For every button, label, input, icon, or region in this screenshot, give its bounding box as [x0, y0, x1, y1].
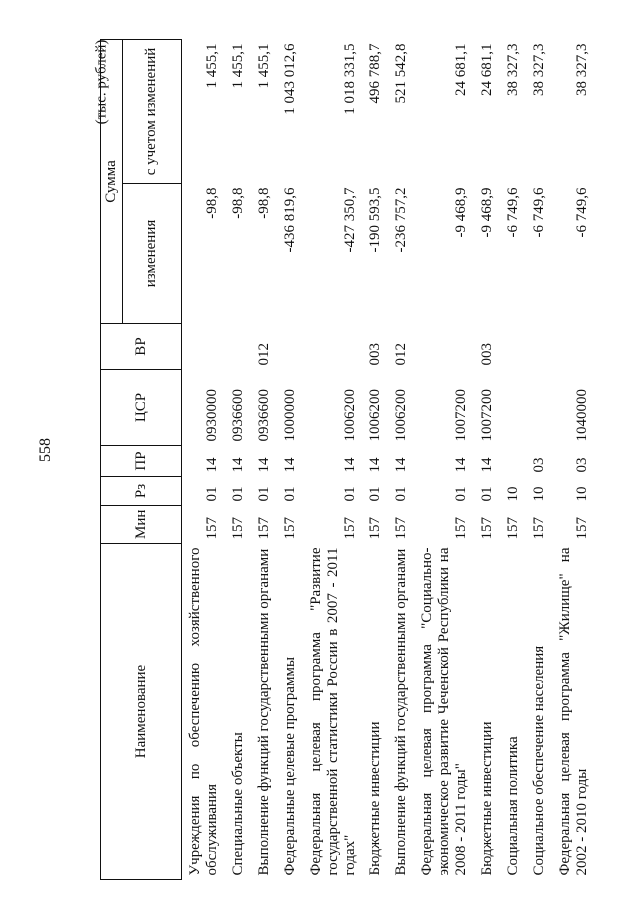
row-vr — [277, 324, 303, 370]
row-min: 157 — [531, 517, 547, 540]
row-total: 38 327,3 — [505, 43, 522, 96]
row-total: 1 455,1 — [229, 43, 246, 89]
row-name: Специальные объекты — [229, 732, 246, 876]
row-vr: 003 — [367, 343, 384, 366]
header-row-top — [101, 39, 123, 879]
row-name: Бюджетные инвестиции — [479, 721, 496, 876]
table-row — [388, 39, 414, 879]
table-row — [362, 39, 388, 879]
row-csr: 1006200 — [393, 389, 410, 442]
row-rz: 10 — [531, 486, 547, 502]
header-name: Наименование — [101, 544, 182, 880]
row-total: 521 542,8 — [393, 43, 410, 104]
row-csr: 0936600 — [255, 389, 272, 442]
row-name: Федеральная целевая программа "Жилище" на 2002 - 2010 годы — [556, 547, 590, 876]
header-min: Мин — [101, 506, 182, 544]
row-pr — [500, 446, 526, 477]
row-pr: 03 — [531, 457, 547, 473]
row-min: 157 — [367, 517, 384, 540]
row-pr: 14 — [203, 457, 220, 473]
header-with-changes: с учетом изменений — [122, 39, 181, 183]
row-rz: 01 — [367, 486, 384, 502]
row-min: 157 — [453, 517, 470, 540]
row-vr — [500, 324, 526, 370]
table-row — [552, 39, 595, 879]
row-change: -6 749,6 — [505, 187, 522, 238]
row-pr: 14 — [281, 457, 298, 473]
row-csr: 1006200 — [341, 389, 358, 442]
row-rz: 01 — [203, 486, 220, 502]
row-change: -98,8 — [203, 187, 220, 219]
row-change: -436 819,6 — [281, 187, 298, 253]
row-rz: 10 — [505, 486, 522, 502]
row-name: Социальное обеспечение населения — [531, 645, 547, 876]
table-row — [474, 39, 500, 879]
row-csr — [500, 370, 526, 446]
page-number: 558 — [37, 438, 54, 462]
row-pr: 14 — [453, 457, 470, 473]
row-total: 38 327,3 — [531, 43, 547, 96]
budget-table — [100, 39, 595, 880]
table-row — [303, 39, 363, 879]
row-pr: 03 — [573, 457, 590, 473]
row-pr: 14 — [341, 457, 358, 473]
row-pr: 14 — [479, 457, 496, 473]
row-pr: 14 — [393, 457, 410, 473]
row-name: Федеральная целевая программа "Социально-экономическое развитие Чеченской Республики на 2008 - 2011 годы" — [419, 547, 470, 876]
row-rz: 01 — [281, 486, 298, 502]
row-csr: 1007200 — [479, 389, 496, 442]
row-rz: 01 — [229, 486, 246, 502]
row-total: 24 681,1 — [453, 43, 470, 96]
row-vr: 012 — [393, 343, 410, 366]
row-rz: 01 — [479, 486, 496, 502]
row-csr: 0936600 — [229, 389, 246, 442]
row-csr: 1040000 — [573, 389, 590, 442]
row-pr: 14 — [255, 457, 272, 473]
row-csr: 1007200 — [453, 389, 470, 442]
row-csr: 1006200 — [367, 389, 384, 442]
row-rz: 10 — [573, 486, 590, 502]
row-csr — [526, 370, 552, 446]
row-vr — [225, 324, 251, 370]
row-name: Бюджетные инвестиции — [367, 721, 384, 876]
row-total: 1 018 331,5 — [341, 43, 358, 115]
row-vr — [526, 324, 552, 370]
header-sum: Сумма — [101, 39, 123, 323]
table-row — [526, 39, 552, 879]
row-min: 157 — [341, 517, 358, 540]
row-rz: 01 — [341, 486, 358, 502]
row-rz: 01 — [255, 486, 272, 502]
row-vr: 003 — [479, 343, 496, 366]
row-change: -190 593,5 — [367, 187, 384, 253]
table-row — [251, 39, 277, 879]
row-total: 1 455,1 — [203, 43, 220, 89]
header-changes: изменения — [122, 184, 181, 324]
row-vr — [414, 324, 474, 370]
row-vr — [552, 324, 595, 370]
row-min: 157 — [505, 517, 522, 540]
table-row — [414, 39, 474, 879]
row-min: 157 — [255, 517, 272, 540]
row-min: 157 — [203, 517, 220, 540]
row-change: -98,8 — [229, 187, 246, 219]
row-rz: 01 — [393, 486, 410, 502]
table-row — [500, 39, 526, 879]
row-name: Выполнение функций государственными органами — [255, 548, 272, 876]
row-change: -236 757,2 — [393, 187, 410, 253]
row-total: 1 043 012,6 — [281, 43, 298, 115]
units-note: (тыс. рублей) — [93, 39, 110, 125]
row-total: 38 327,3 — [573, 43, 590, 96]
table-row — [181, 39, 224, 879]
row-vr — [303, 324, 363, 370]
row-name: Социальная политика — [505, 736, 522, 876]
row-total: 1 455,1 — [255, 43, 272, 89]
header-vr: ВР — [101, 324, 182, 370]
row-change: -98,8 — [255, 187, 272, 219]
row-csr: 0930000 — [203, 389, 220, 442]
row-change: -6 749,6 — [573, 187, 590, 238]
row-vr: 012 — [255, 343, 272, 366]
row-change: -9 468,9 — [453, 187, 470, 238]
row-total: 496 788,7 — [367, 43, 384, 104]
row-rz: 01 — [453, 486, 470, 502]
row-change: -427 350,7 — [341, 187, 358, 253]
row-min: 157 — [281, 517, 298, 540]
row-min: 157 — [229, 517, 246, 540]
row-name: Выполнение функций государственными органами — [393, 548, 410, 876]
rotated-table-wrapper — [100, 40, 595, 880]
row-total: 24 681,1 — [479, 43, 496, 96]
header-rz: Рз — [101, 477, 182, 506]
row-name: Федеральная целевая программа "Развитие государственной статистики России в 2007 - 2011 годах" — [307, 547, 358, 876]
row-min: 157 — [479, 517, 496, 540]
row-csr: 1000000 — [281, 389, 298, 442]
row-vr — [181, 324, 224, 370]
row-name: Учреждения по обеспечению хозяйственного обслуживания — [186, 547, 220, 876]
row-min: 157 — [573, 517, 590, 540]
row-pr: 14 — [229, 457, 246, 473]
header-csr: ЦСР — [101, 370, 182, 446]
table-row — [225, 39, 251, 879]
row-change: -6 749,6 — [531, 187, 547, 238]
table-row — [277, 39, 303, 879]
row-name: Федеральные целевые программы — [281, 656, 298, 876]
header-pr: ПР — [101, 446, 182, 477]
row-min: 157 — [393, 517, 410, 540]
row-change: -9 468,9 — [479, 187, 496, 238]
row-pr: 14 — [367, 457, 384, 473]
